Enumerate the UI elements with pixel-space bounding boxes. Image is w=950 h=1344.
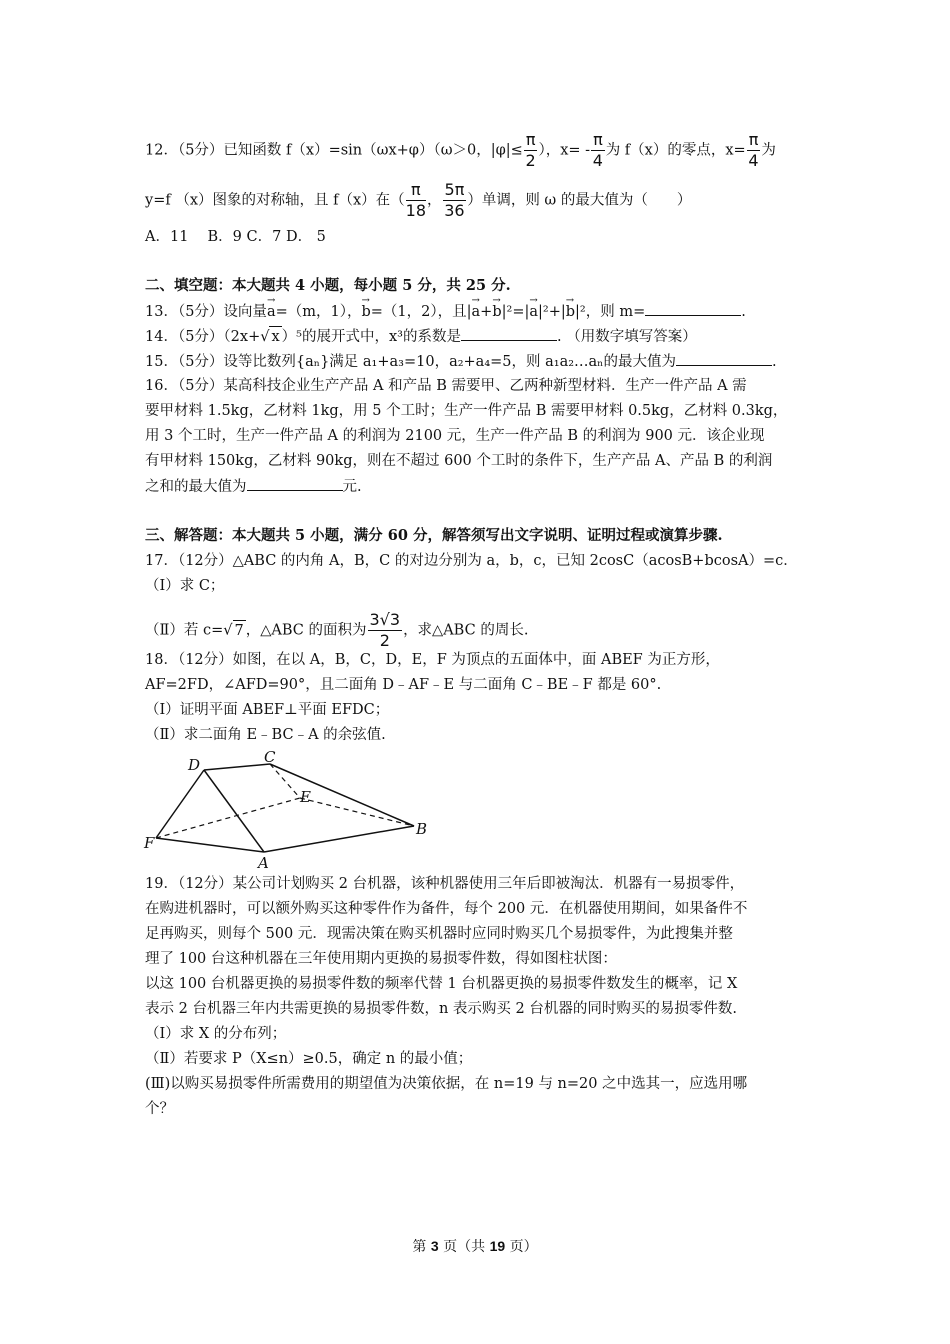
q13-line: 13．（5分）设向量→ a=（m，1），→ b=（1，2），且|→ a+→ b|²=|→ a|²+|→ b|²，则 m= . — [145, 301, 746, 322]
q17-line1: 17．（12分）△ABC 的内角 A，B，C 的对边分别为 a，b，c，已知 2cosC（acosB+bcosA）=c． — [145, 553, 798, 569]
q17-line2: （Ⅰ）求 C； — [145, 578, 225, 594]
vector-a: → a — [267, 302, 276, 322]
q18-line4: （Ⅱ）求二面角 E﹣BC﹣A 的余弦值. — [145, 727, 386, 743]
section3-heading: 三、解答题：本大题共 5 小题，满分 60 分，解答须写出文字说明、证明过程或演算步骤. — [145, 527, 723, 544]
answer-blank — [461, 326, 557, 341]
q12-line2: y=f （x）图象的对称轴，且 f（x）在（ $\frac{\pi}{18}$ ， $\frac{5\pi}{36}$ ）单调，则 ω 的最大值为（ ） — [145, 180, 692, 220]
page-footer: 第 3 页（共 19 页） — [412, 1238, 538, 1255]
section2-heading: 二、填空题：本大题共 4 小题，每小题 5 分，共 25 分. — [145, 277, 511, 294]
q15-line: 15．（5分）设等比数列{aₙ}满足 a₁+a₃=10，a₂+a₄=5，则 a₁a₂…aₙ的最大值为 . — [145, 351, 777, 372]
label-D: D — [188, 756, 201, 774]
q19-line1: 19．（12分）某公司计划购买 2 台机器，该种机器使用三年后即被淘汰．机器有一易损零件， — [145, 876, 745, 892]
q19-line10: 个？ — [145, 1101, 174, 1117]
q16-line1: 16．（5分）某高科技企业生产产品 A 和产品 B 需要甲、乙两种新型材料．生产一件产品 A 需 — [145, 378, 747, 394]
pentahedron-figure — [142, 748, 442, 872]
answer-blank — [645, 301, 741, 316]
sqrt-symbol: √ — [260, 329, 270, 345]
q19-line2: 在购进机器时，可以额外购买这种零件作为备件，每个 200 元．在机器使用期间，如果备件不 — [145, 901, 748, 917]
q19-line5: 以这 100 台机器更换的易损零件数的频率代替 1 台机器更换的易损零件数发生的概率，记 X — [145, 976, 738, 992]
answer-blank — [676, 351, 772, 366]
answer-blank — [247, 476, 343, 491]
fraction-pi-over-2: $\frac{\pi}{2}$ — [525, 130, 536, 170]
q17-line3: （Ⅱ）若 c=√ 7 ，△ABC 的面积为 $\frac{3√3}{2}$ ，求△ABC 的周长. — [145, 610, 529, 650]
edge-DC — [204, 764, 270, 770]
q12-text-b: ），x= - — [538, 142, 591, 159]
q12-text-e: y=f （x）图象的对称轴，且 f（x）在（ — [145, 192, 405, 209]
edge-FA — [156, 838, 264, 852]
label-F: F — [144, 834, 155, 852]
q16-line3: 用 3 个工时，生产一件产品 A 的利润为 2100 元，生产一件产品 B 的利润为 900 元．该企业现 — [145, 428, 765, 444]
total-pages: 19 — [489, 1238, 506, 1254]
sqrt-radicand: x — [269, 326, 281, 347]
q19-line7: （Ⅰ）求 X 的分布列； — [145, 1026, 287, 1042]
q18-line3: （Ⅰ）证明平面 ABEF⊥平面 EFDC； — [145, 702, 390, 718]
q19-line8: （Ⅱ）若要求 P（X≤n）≥0.5，确定 n 的最小值； — [145, 1051, 473, 1067]
q12-text-a: 12．（5分）已知函数 f（x）=sin（ωx+φ）（ω＞0，|φ|≤ — [145, 142, 523, 159]
label-B: B — [416, 820, 428, 838]
q14-line: 14．（5分）（2x+√ x ）⁵的展开式中，x³的系数是 . （用数字填写答案） — [145, 326, 697, 347]
q12-line1 — [145, 130, 776, 171]
vector-b: → b — [361, 302, 370, 322]
fraction-5pi-over-36: $\frac{5\pi}{36}$ — [444, 180, 465, 220]
q12-text-c: 为 f（x）的零点，x= — [605, 142, 746, 159]
q12-text-d: 为 — [761, 142, 776, 159]
q16-line2: 要甲材料 1.5kg，乙材料 1kg，用 5 个工时；生产一件产品 B 需要甲材料 0.5kg，乙材料 0.3kg， — [145, 403, 788, 419]
q12-options: A．11 B．9 C．7 D． 5 — [145, 229, 326, 245]
q18-line1: 18．（12分）如图，在以 A，B，C，D，E，F 为顶点的五面体中，面 ABEF 为正方形， — [145, 652, 720, 668]
q16-line5: 之和的最大值为 元. — [145, 476, 362, 497]
edge-DF — [156, 770, 204, 838]
edge-CB — [270, 764, 414, 826]
edge-AB — [264, 826, 414, 852]
current-page-number: 3 — [430, 1238, 439, 1254]
fraction-area: $\frac{3√3}{2}$ — [369, 610, 401, 650]
q12-text-f: ）单调，则 ω 的最大值为（ ） — [467, 192, 692, 209]
edge-CE-hidden — [270, 764, 300, 798]
label-A: A — [258, 854, 269, 872]
q18-line2: AF=2FD，∠AFD=90°，且二面角 D﹣AF﹣E 与二面角 C﹣BE﹣F 都是 60°. — [145, 677, 662, 693]
q16-line4: 有甲材料 150kg，乙材料 90kg，则在不超过 600 个工时的条件下，生产产品 A、产品 B 的利润 — [145, 453, 773, 469]
q19-line9: (Ⅲ)以购买易损零件所需费用的期望值为决策依据，在 n=19 与 n=20 之中选其一，应选用哪 — [145, 1076, 748, 1092]
fraction-pi-over-4: $\frac{\pi}{4}$ — [592, 130, 603, 170]
fraction-pi-over-18: $\frac{\pi}{18}$ — [405, 180, 427, 220]
label-E: E — [300, 788, 311, 806]
q19-line4: 理了 100 台这种机器在三年使用期内更换的易损零件数，得如图柱状图： — [145, 951, 617, 967]
fraction-pi-over-4-b: $\frac{\pi}{4}$ — [748, 130, 759, 170]
q19-line6: 表示 2 台机器三年内共需更换的易损零件数，n 表示购买 2 台机器的同时购买的易损零件数. — [145, 1001, 737, 1017]
q19-line3: 足再购买，则每个 500 元．现需决策在购买机器时应同时购买几个易损零件，为此搜集并整 — [145, 926, 733, 942]
label-C: C — [264, 748, 276, 766]
